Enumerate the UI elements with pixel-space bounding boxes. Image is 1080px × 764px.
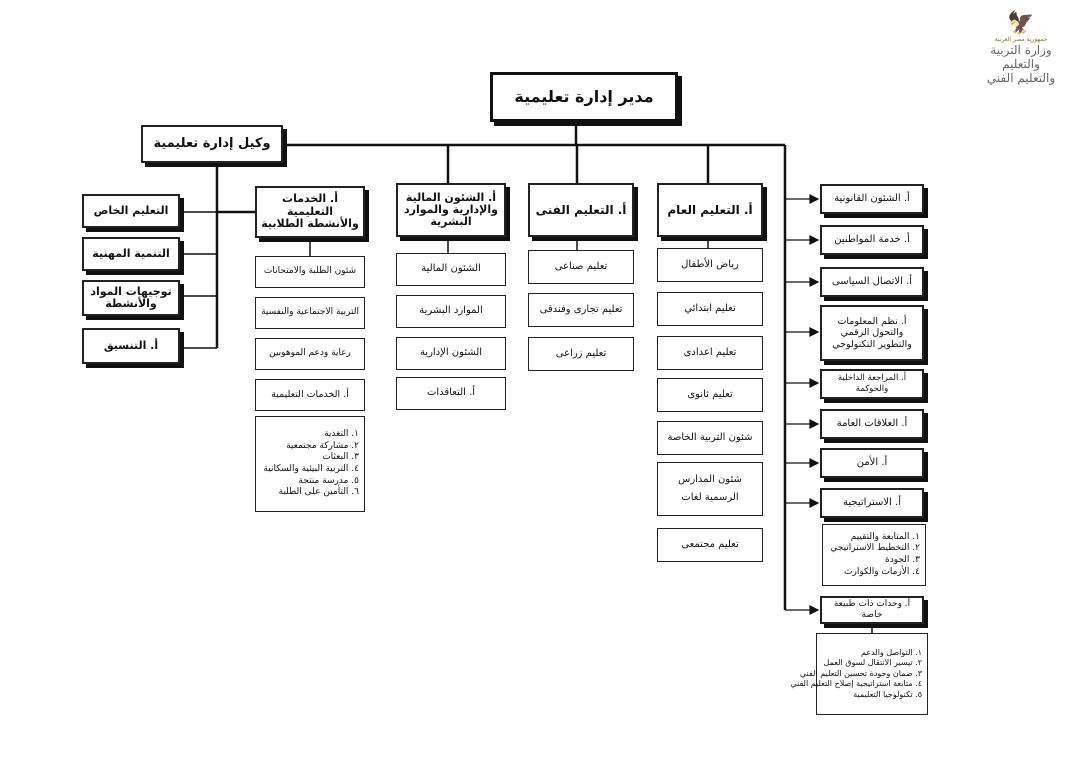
finance-item: أ. التعاقدات [396,377,506,410]
right-unit: أ. الاتصال السياسى [820,267,924,297]
logo-line-1: جمهورية مصر العربية [994,36,1048,43]
list-item: ٤. الأزمات والكوارث [844,566,920,577]
list-item: ١. المتابعة والتقييم [850,531,920,542]
right-unit: أ. الأمن [820,448,924,478]
student-services-item: رعاية ودعم الموهوبين [255,338,365,370]
special-units-list [790,633,928,715]
list-item: ٢. مشاركة مجتمعية [286,440,359,451]
logo-line-3: والتعليم الفني [986,71,1056,85]
director-box: مدير إدارة تعليمية [490,72,678,122]
list-item: ٦. التأمين على الطلبة [278,487,359,498]
list-item: ١. التغذية [324,428,359,439]
strategy-list [822,524,926,586]
general-item: تعليم ثانوى [657,378,763,412]
educational-services-list [255,416,365,512]
general-head: أ. التعليم العام [657,183,763,237]
list-item: ٣. الجودة [885,555,920,565]
general-item: رياض الأطفال [657,248,763,282]
right-unit: أ. خدمة المواطنين [820,225,924,255]
general-item: شئون المدارس الرسمية لغات [657,462,763,516]
general-item: تعليم مجتمعى [657,528,763,562]
list-item: ٢. تيسير الانتقال لسوق العمل [823,658,922,668]
deputy-unit: التنمية المهنية [82,237,180,271]
list-item: ٣. البعثات [322,452,359,463]
technical-item: تعليم زراعى [528,337,634,371]
finance-head: أ. الشئون المالية والإدارية والموارد البشرية [396,183,506,237]
deputy-box: وكيل إدارة تعليمية [141,125,283,163]
finance-item: الشئون الإدارية [396,337,506,370]
general-item: تعليم ابتدائي [657,292,763,326]
technical-item: تعليم تجارى وفندقى [528,293,634,327]
general-item: تعليم اعدادى [657,336,763,370]
special-units-head: أ. وحدات ذات طبيعة خاصة [820,596,924,624]
right-unit: أ. الشئون القانونية [820,184,924,214]
finance-item: الشئون المالية [396,253,506,286]
deputy-unit: أ. التنسيق [82,328,180,364]
right-unit: أ. المراجعة الداخلية والحوكمة [820,369,924,399]
list-item: ٢. التخطيط الاستراتيجي [830,543,920,554]
right-unit: أ. العلاقات العامة [820,409,924,439]
finance-item: الموارد البشرية [396,295,506,328]
list-item: ٤. التربية البيئية والسكانية [263,464,359,474]
list-item: ١. التواصل والدعم [860,648,922,658]
student-services-item: التربية الاجتماعية والنفسية [255,297,365,329]
general-item: شئون التربية الخاصة [657,421,763,455]
student-services-item: أ. الخدمات التعليمية [255,379,365,411]
list-item: ٤. متابعة استراتيجية إصلاح التعليم الفني [790,679,922,689]
right-unit: أ. الاستراتيجية [820,488,924,518]
student-services-head: أ. الخدمات التعليمية والأنشطة الطلابية [255,186,365,238]
deputy-unit: التعليم الخاص [82,194,180,228]
list-item: ٣. ضمان وجودة تحسين التعليم الفني [799,668,922,678]
logo-line-2: وزارة التربية والتعليم [990,43,1052,71]
eagle-emblem-icon: 🦅 [1007,11,1035,36]
student-services-item: شئون الطلبة والامتحانات [255,256,365,288]
deputy-unit: توجيهات المواد والأنشطة [82,280,180,316]
technical-item: تعليم صناعى [528,250,634,284]
list-item: ٥. تكنولوجيا التعليمية [853,689,922,699]
technical-head: أ. التعليم الفنى [528,183,634,237]
ministry-logo [978,12,1064,84]
right-unit: أ. نظم المعلومات والتحول الرقمي والتطوير التكنولوجي [820,305,924,361]
list-item: ٥. مدرسة منتجة [298,475,359,486]
